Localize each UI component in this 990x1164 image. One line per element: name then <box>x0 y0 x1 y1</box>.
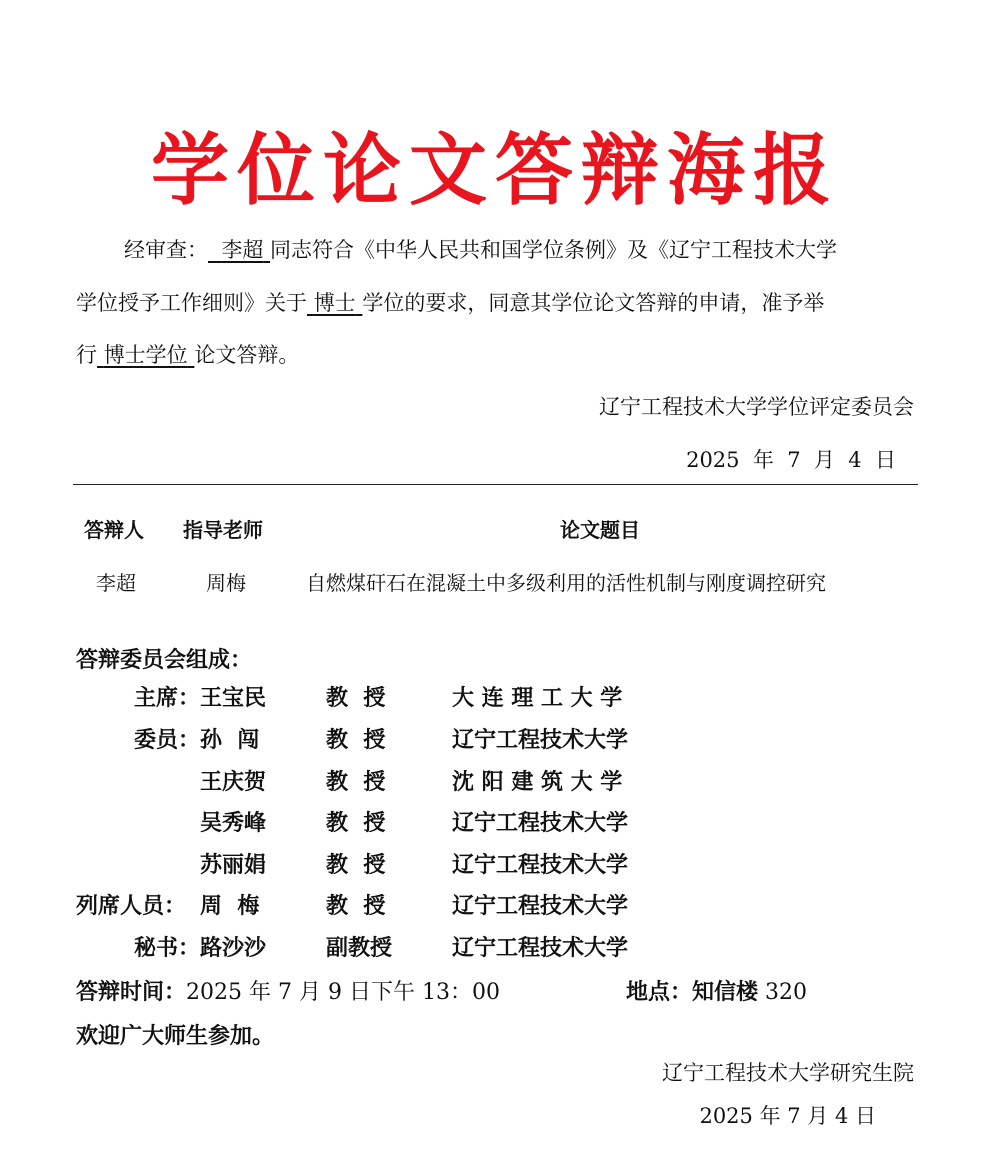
member-title: 教 授 <box>326 727 386 753</box>
member-name: 路沙沙 <box>200 935 267 961</box>
member-affiliation: 辽宁工程技术大学 <box>452 727 629 753</box>
member-title: 教 授 <box>326 852 386 878</box>
member-name: 孙 闯 <box>200 727 260 753</box>
member-name: 周 梅 <box>200 893 260 919</box>
cell-advisor: 周梅 <box>206 571 246 595</box>
degree-fill <box>307 291 362 315</box>
member-title: 教 授 <box>326 769 386 795</box>
member-affiliation: 辽宁工程技术大学 <box>452 935 629 961</box>
header-advisor: 指导老师 <box>183 518 263 542</box>
divider <box>73 484 918 485</box>
time-value: 2025 年 7 月 9 日下午 13：00 <box>186 980 500 1005</box>
footer-date: 2025 年 7 月 4 日 <box>699 1104 876 1128</box>
member-title: 教 授 <box>326 893 386 919</box>
member-affiliation: 辽宁工程技术大学 <box>452 810 629 836</box>
header-thesis-title: 论文题目 <box>560 518 640 542</box>
member-affiliation: 沈 阳 建 筑 大 学 <box>452 769 623 795</box>
member-name: 苏丽娟 <box>200 852 267 878</box>
member-role: 主席： <box>133 685 200 711</box>
cell-student: 李超 <box>96 571 136 595</box>
defense-time <box>76 975 500 1006</box>
intro-line-2 <box>76 293 824 314</box>
intro-line-3-text: 论文答辩。 <box>194 343 300 367</box>
issuer: 辽宁工程技术大学学位评定委员会 <box>599 395 914 419</box>
degree-full: 博士学位 <box>103 343 188 367</box>
student-name: 李超 <box>221 238 264 262</box>
member-role: 列席人员： <box>76 893 187 919</box>
member-name: 王庆贺 <box>200 769 267 795</box>
issue-date: 2025 年 7 月 4 日 <box>686 448 896 472</box>
intro-line-2-pre: 学位授予工作细则》关于 <box>76 291 307 315</box>
intro-line-1-text: 同志符合《中华人民共和国学位条例》及《辽宁工程技术大学 <box>270 238 838 262</box>
time-label: 答辩时间： <box>76 979 187 1005</box>
poster-title: 学位论文答辩海报 <box>150 125 839 216</box>
member-name: 王宝民 <box>200 685 267 711</box>
member-affiliation: 辽宁工程技术大学 <box>452 893 629 919</box>
member-title: 教 授 <box>326 810 386 836</box>
intro-line-3-pre: 行 <box>76 343 97 367</box>
header-student: 答辩人 <box>84 518 144 542</box>
intro-line-3 <box>76 345 299 366</box>
member-role: 秘书： <box>133 935 200 961</box>
member-title: 教 授 <box>326 685 386 711</box>
place-label: 地点：知信楼 <box>626 979 759 1005</box>
degree-full-fill <box>97 343 194 367</box>
footer-org: 辽宁工程技术大学研究生院 <box>662 1061 914 1085</box>
member-role: 委员： <box>133 727 200 753</box>
member-name: 吴秀峰 <box>200 810 267 836</box>
welcome-text: 欢迎广大师生参加。 <box>76 1023 275 1049</box>
intro-line-2-text: 学位的要求，同意其学位论文答辩的申请，准予举 <box>362 291 825 315</box>
student-name-fill <box>208 238 270 262</box>
committee-heading: 答辩委员会组成： <box>76 647 253 673</box>
intro-prefix: 经审查： <box>124 238 208 262</box>
member-affiliation: 大 连 理 工 大 学 <box>452 685 623 711</box>
member-title: 副教授 <box>326 935 393 961</box>
member-affiliation: 辽宁工程技术大学 <box>452 852 629 878</box>
degree: 博士 <box>313 291 356 315</box>
cell-thesis-title: 自燃煤矸石在混凝土中多级利用的活性机制与刚度调控研究 <box>306 571 826 595</box>
intro-line-1 <box>124 240 837 261</box>
defense-place <box>626 975 807 1006</box>
place-value: 320 <box>765 980 808 1005</box>
